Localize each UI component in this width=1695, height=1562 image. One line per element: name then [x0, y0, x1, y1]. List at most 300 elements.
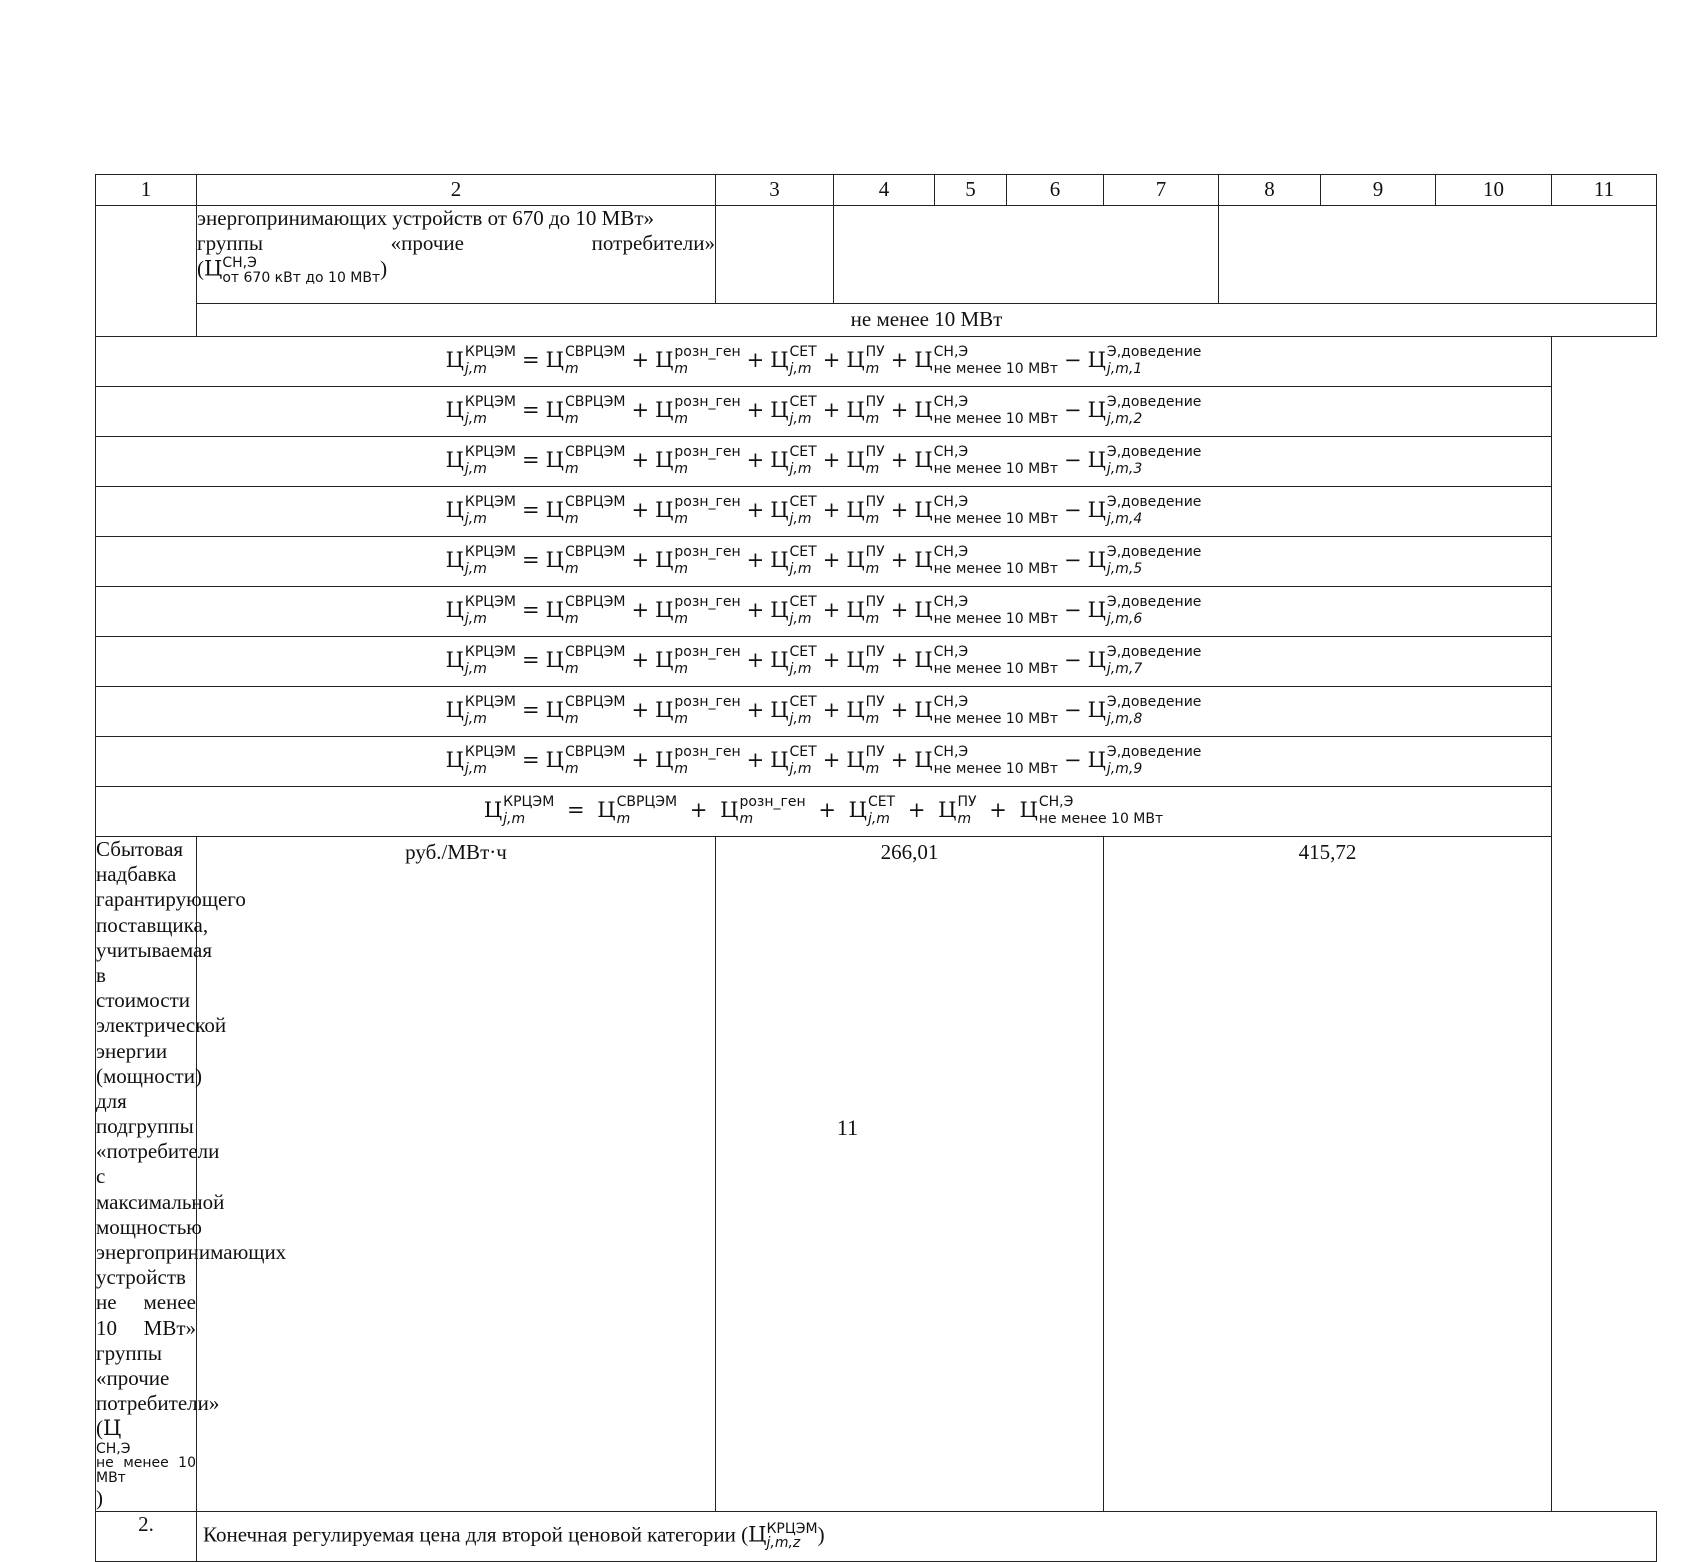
- symbol-indices: [789, 443, 817, 477]
- operator: +: [822, 748, 841, 772]
- symbol-indices: [464, 343, 516, 377]
- symbol-indices: [789, 543, 817, 577]
- operator: +: [746, 698, 765, 722]
- symbol-indices: [1106, 593, 1202, 627]
- sup-index: СН,Э: [933, 693, 969, 710]
- sub-index: m: [865, 610, 880, 627]
- symbol-indices: [865, 543, 885, 577]
- price-symbol-letter: Ц: [445, 398, 464, 422]
- sup-index: Э,доведение: [1106, 543, 1202, 560]
- operator: +: [890, 448, 909, 472]
- sup-index: ПУ: [865, 543, 885, 560]
- sup-index: Э,доведение: [1106, 743, 1202, 760]
- symbol-indices: [1106, 643, 1202, 677]
- price-symbol-letter: Ц: [914, 498, 933, 522]
- sub-index: j,m,3: [1106, 460, 1143, 477]
- sub-index: j,m,9: [1106, 760, 1143, 777]
- operator: −: [1063, 548, 1082, 572]
- sub-index: j,m,6: [1106, 610, 1143, 627]
- sub-index: m: [564, 410, 579, 427]
- formula-row: [96, 587, 1657, 637]
- price-symbol-letter: Ц: [770, 548, 789, 572]
- sub-index: j,m: [789, 760, 812, 777]
- unit-cell: руб./МВт·ч: [197, 837, 716, 1512]
- operator: +: [631, 398, 650, 422]
- operator: +: [689, 798, 708, 822]
- symbol-indices: [674, 643, 741, 677]
- sup-index: ПУ: [865, 743, 885, 760]
- symbol-indices: [789, 393, 817, 427]
- sup-index: СН,Э: [933, 743, 969, 760]
- sup-index: СВРЦЭМ: [564, 543, 626, 560]
- sup-index: СЕТ: [789, 743, 817, 760]
- price-symbol-letter: Ц: [545, 548, 564, 572]
- price-symbol-letter: Ц: [770, 648, 789, 672]
- sub-index: j,m,2: [1106, 410, 1143, 427]
- operator: +: [818, 798, 836, 822]
- symbol-indices: [564, 593, 626, 627]
- symbol-indices: [564, 643, 626, 677]
- sub-index: не менее 10 МВт: [96, 1455, 196, 1486]
- sup-index: розн_ген: [674, 593, 741, 610]
- price-symbol-letter: Ц: [545, 448, 564, 472]
- symbol-indices: [865, 343, 885, 377]
- price-symbol-letter: Ц: [846, 548, 865, 572]
- sup-index: Э,доведение: [1106, 443, 1202, 460]
- price-symbol-letter: Ц: [914, 748, 933, 772]
- symbol-indices: [789, 493, 817, 527]
- operator: +: [631, 448, 650, 472]
- sup-index: КРЦЭМ: [464, 693, 516, 710]
- price-symbol-letter: Ц: [1087, 398, 1106, 422]
- price-symbol-letter: Ц: [770, 748, 789, 772]
- sup-index: СВРЦЭМ: [564, 693, 626, 710]
- sup-index: КРЦЭМ: [464, 393, 516, 410]
- sub-index: от 670 кВт до 10 МВт: [222, 270, 381, 287]
- operator: +: [631, 498, 650, 522]
- symbol-indices: [933, 443, 1058, 477]
- symbol-indices: [933, 693, 1058, 727]
- operator: −: [1063, 648, 1082, 672]
- sup-index: КРЦЭМ: [464, 643, 516, 660]
- symbol-indices: [564, 543, 626, 577]
- sup-index: СЕТ: [789, 443, 817, 460]
- symbol-indices: [933, 643, 1058, 677]
- paren: ): [96, 1485, 103, 1510]
- sub-index: j,m: [464, 510, 487, 527]
- sub-index: j,m: [789, 710, 812, 727]
- symbol-indices: [789, 693, 817, 727]
- sub-index: j,m: [503, 810, 526, 827]
- symbol-indices: [865, 643, 885, 677]
- sup-index: ПУ: [865, 443, 885, 460]
- operator: −: [1063, 498, 1082, 522]
- sub-index: j,m,1: [1106, 360, 1143, 377]
- sup-index: СВРЦЭМ: [564, 743, 626, 760]
- price-symbol-letter: Ц: [914, 448, 933, 472]
- price-symbol-letter: Ц: [545, 498, 564, 522]
- symbol-indices: [674, 493, 741, 527]
- symbol-indices: [464, 693, 516, 727]
- value-cell: [1219, 206, 1657, 304]
- operator: +: [822, 548, 841, 572]
- price-symbol-letter: Ц: [846, 648, 865, 672]
- sup-index: СН,Э: [222, 255, 257, 272]
- formula-row: [96, 637, 1657, 687]
- price-symbol-letter: Ц: [445, 348, 464, 372]
- symbol-indices: [674, 393, 741, 427]
- symbol-indices: [1106, 443, 1202, 477]
- price-symbol-letter: Ц: [655, 448, 674, 472]
- formula-row: [96, 787, 1657, 837]
- formula-row: [96, 337, 1657, 387]
- price-symbol-letter: Ц: [770, 698, 789, 722]
- sub-index: не менее 10 МВт: [933, 560, 1058, 577]
- price-symbol-letter: Ц: [1019, 798, 1038, 822]
- operator: +: [890, 398, 909, 422]
- sup-index: ПУ: [957, 793, 977, 810]
- sub-index: не менее 10 МВт: [933, 360, 1058, 377]
- operator: +: [631, 648, 650, 672]
- sup-index: СЕТ: [789, 693, 817, 710]
- price-symbol-letter: Ц: [445, 598, 464, 622]
- price-symbol-letter: Ц: [914, 398, 933, 422]
- description-cell: [197, 1511, 1657, 1561]
- desc-text: энергопринимающих устройств от 670 до 10 МВт»: [197, 206, 655, 230]
- operator: −: [1063, 448, 1082, 472]
- sup-index: розн_ген: [674, 743, 741, 760]
- operator: +: [890, 498, 909, 522]
- price-symbol-letter: Ц: [846, 598, 865, 622]
- sup-index: СН,Э: [933, 343, 969, 360]
- sub-index: m: [564, 760, 579, 777]
- sub-index: j,m,5: [1106, 560, 1143, 577]
- symbol-indices: [564, 493, 626, 527]
- operator: +: [822, 698, 841, 722]
- operator: +: [746, 348, 765, 372]
- symbol-indices: [867, 793, 896, 827]
- formula-row: [96, 737, 1657, 787]
- operator: +: [822, 348, 841, 372]
- price-symbol-letter: Ц: [1087, 648, 1106, 672]
- unit-cell: [716, 206, 834, 304]
- operator: +: [890, 348, 909, 372]
- sub-index: j,m: [789, 460, 812, 477]
- operator: +: [890, 598, 909, 622]
- symbol-indices: [616, 793, 678, 827]
- sup-index: КРЦЭМ: [464, 493, 516, 510]
- symbol-indices: [1106, 693, 1202, 727]
- symbol-indices: [933, 593, 1058, 627]
- operator: −: [1063, 698, 1082, 722]
- sup-index: розн_ген: [674, 693, 741, 710]
- symbol-indices: [789, 593, 817, 627]
- symbol-indices: [674, 593, 741, 627]
- sub-index: j,m,8: [1106, 710, 1143, 727]
- column-number-row: [96, 175, 1657, 206]
- symbol-indices: [1106, 393, 1202, 427]
- price-symbol-letter: Ц: [545, 648, 564, 672]
- price-symbol-letter: Ц: [770, 598, 789, 622]
- price-symbol-letter: Ц: [655, 398, 674, 422]
- sub-index: m: [564, 710, 579, 727]
- symbol-indices: [1038, 793, 1164, 827]
- col-header: 11: [1552, 175, 1657, 206]
- price-symbol-letter: Ц: [1087, 598, 1106, 622]
- sub-index: не менее 10 МВт: [933, 660, 1058, 677]
- desc-line: [197, 231, 715, 256]
- sub-index: j,m,4: [1106, 510, 1143, 527]
- price-symbol-letter: Ц: [914, 698, 933, 722]
- sub-index: m: [564, 660, 579, 677]
- sub-index: m: [674, 660, 689, 677]
- symbol-indices: [503, 793, 555, 827]
- operator: +: [822, 648, 841, 672]
- price-symbol-letter: Ц: [846, 498, 865, 522]
- sub-index: j,m: [789, 410, 812, 427]
- sup-index: ПУ: [865, 693, 885, 710]
- formula: [96, 387, 1552, 437]
- sub-index: m: [739, 810, 754, 827]
- operator: =: [566, 798, 585, 822]
- sub-index: m: [674, 460, 689, 477]
- operator: +: [746, 648, 765, 672]
- sub-index: j,m: [789, 560, 812, 577]
- price-symbol-letter: Ц: [597, 798, 616, 822]
- price-symbol-letter: Ц: [103, 1416, 122, 1441]
- sup-index: Э,доведение: [1106, 393, 1202, 410]
- sup-index: СН,Э: [1038, 793, 1074, 810]
- symbol-indices: [674, 443, 741, 477]
- operator: =: [522, 698, 540, 722]
- symbol-indices: [564, 343, 626, 377]
- formula: [96, 487, 1552, 537]
- symbol-indices: [957, 793, 977, 827]
- sub-index: m: [564, 610, 579, 627]
- operator: +: [746, 548, 765, 572]
- operator: +: [631, 548, 650, 572]
- price-symbol-letter: Ц: [770, 398, 789, 422]
- price-symbol-letter: Ц: [655, 548, 674, 572]
- symbol-indices: [564, 393, 626, 427]
- symbol-indices: [865, 443, 885, 477]
- row-number-cell: [96, 206, 197, 337]
- price-symbol-letter: Ц: [914, 348, 933, 372]
- formula-row: [96, 487, 1657, 537]
- sub-index: j,m: [867, 810, 890, 827]
- sup-index: СН,Э: [933, 543, 969, 560]
- symbol-indices: [1106, 493, 1202, 527]
- formula: [96, 537, 1552, 587]
- operator: +: [746, 448, 765, 472]
- sup-index: розн_ген: [674, 493, 741, 510]
- price-symbol-letter: Ц: [770, 348, 789, 372]
- sup-index: розн_ген: [739, 793, 806, 810]
- sup-index: СВРЦЭМ: [564, 493, 626, 510]
- sub-index: m: [957, 810, 972, 827]
- price-symbol-letter: Ц: [445, 648, 464, 672]
- price-symbol-letter: Ц: [545, 398, 564, 422]
- sup-index: СВРЦЭМ: [564, 343, 626, 360]
- row-number-cell: 2.: [96, 1511, 197, 1561]
- col-header: 6: [1007, 175, 1104, 206]
- symbol-indices: [464, 443, 516, 477]
- sup-index: СН,Э: [96, 1440, 131, 1457]
- sub-index: j,m: [464, 360, 487, 377]
- operator: =: [522, 398, 540, 422]
- sub-index: j,m: [464, 660, 487, 677]
- operator: −: [1063, 348, 1082, 372]
- operator: +: [822, 398, 841, 422]
- symbol-indices: [464, 743, 516, 777]
- sub-index: m: [674, 510, 689, 527]
- sup-index: розн_ген: [674, 643, 741, 660]
- sup-index: КРЦЭМ: [464, 343, 516, 360]
- operator: +: [631, 348, 650, 372]
- price-symbol-letter: Ц: [545, 748, 564, 772]
- symbol-indices: [464, 493, 516, 527]
- symbol-indices: [1106, 343, 1202, 377]
- table-row: [96, 1511, 1657, 1561]
- sub-index: m: [674, 710, 689, 727]
- sub-index: m: [865, 460, 880, 477]
- formula: [96, 687, 1552, 737]
- price-symbol-letter: Ц: [914, 598, 933, 622]
- price-symbol-letter: Ц: [445, 498, 464, 522]
- sub-index: m: [674, 760, 689, 777]
- sub-index: m: [674, 410, 689, 427]
- sup-index: Э,доведение: [1106, 643, 1202, 660]
- section-title: не менее 10 МВт: [197, 304, 1657, 337]
- price-symbol-letter: Ц: [914, 548, 933, 572]
- price-symbol-letter: Ц: [483, 798, 503, 822]
- symbol-indices: [933, 743, 1058, 777]
- symbol-indices: [933, 393, 1058, 427]
- col-header: 7: [1104, 175, 1219, 206]
- sub-index: m: [865, 510, 880, 527]
- sup-index: КРЦЭМ: [503, 793, 555, 810]
- operator: −: [1063, 398, 1082, 422]
- operator: =: [522, 548, 540, 572]
- operator: +: [631, 698, 650, 722]
- sub-index: j,m,7: [1106, 660, 1143, 677]
- col-header: 2: [197, 175, 716, 206]
- operator: +: [890, 698, 909, 722]
- operator: +: [989, 798, 1007, 822]
- symbol-indices: [464, 593, 516, 627]
- sub-index: не менее 10 МВт: [933, 510, 1058, 527]
- sup-index: СН,Э: [933, 643, 969, 660]
- formula-row: [96, 387, 1657, 437]
- price-symbol-letter: Ц: [1087, 748, 1106, 772]
- price-symbol-letter: Ц: [445, 448, 464, 472]
- sub-index: j,m,z: [766, 1535, 801, 1552]
- price-symbol-letter: Ц: [1087, 548, 1106, 572]
- price-symbol-letter: Ц: [1087, 498, 1106, 522]
- price-symbol-letter: Ц: [655, 498, 674, 522]
- page-number: 11: [836, 1115, 859, 1140]
- symbol-indices: [865, 693, 885, 727]
- price-symbol-letter: Ц: [846, 748, 865, 772]
- description-cell: [96, 837, 287, 1512]
- price-symbol-letter: Ц: [655, 648, 674, 672]
- col-header: 5: [935, 175, 1007, 206]
- price-symbol-letter: Ц: [1087, 448, 1106, 472]
- symbol-indices: [464, 543, 516, 577]
- sup-index: КРЦЭМ: [464, 593, 516, 610]
- symbol-indices: [865, 593, 885, 627]
- symbol-indices: [674, 743, 741, 777]
- operator: +: [822, 498, 841, 522]
- price-symbol: [197, 256, 715, 285]
- sub-index: не менее 10 МВт: [933, 760, 1058, 777]
- symbol-indices: [674, 343, 741, 377]
- desc-text: группы «прочие потребители»: [197, 231, 715, 256]
- price-symbol-letter: Ц: [748, 1522, 767, 1547]
- sub-index: m: [865, 360, 880, 377]
- symbol-indices: [564, 743, 626, 777]
- sub-index: m: [564, 510, 579, 527]
- formula-row: [96, 687, 1657, 737]
- sub-index: m: [564, 560, 579, 577]
- sup-index: розн_ген: [674, 343, 741, 360]
- price-symbol-letter: Ц: [914, 648, 933, 672]
- tariff-table: [95, 174, 1657, 1562]
- table-row: [96, 837, 1657, 1512]
- price-symbol-letter: Ц: [846, 398, 865, 422]
- formula: [96, 737, 1552, 787]
- sup-index: КРЦЭМ: [464, 743, 516, 760]
- sup-index: СЕТ: [789, 343, 817, 360]
- sub-index: не менее 10 МВт: [933, 610, 1058, 627]
- formula-row: [96, 537, 1657, 587]
- operator: +: [890, 748, 909, 772]
- value-cell: [834, 206, 1219, 304]
- sup-index: СВРЦЭМ: [564, 643, 626, 660]
- price-symbol-letter: Ц: [445, 548, 464, 572]
- price-symbol-letter: Ц: [1087, 348, 1106, 372]
- symbol-indices: [933, 343, 1058, 377]
- price-symbol-letter: Ц: [720, 798, 739, 822]
- operator: =: [522, 348, 540, 372]
- sub-index: не менее 10 МВт: [1038, 810, 1164, 827]
- sup-index: ПУ: [865, 343, 885, 360]
- sub-index: j,m: [464, 460, 487, 477]
- symbol-indices: [789, 643, 817, 677]
- sup-index: КРЦЭМ: [464, 543, 516, 560]
- price-symbol-letter: Ц: [846, 348, 865, 372]
- description-cell: [197, 206, 716, 304]
- price-symbol-letter: Ц: [1087, 698, 1106, 722]
- operator: −: [1063, 748, 1082, 772]
- formula: [96, 787, 1552, 837]
- formula: [96, 337, 1552, 387]
- price-symbol-letter: Ц: [204, 256, 223, 281]
- formula-row: [96, 437, 1657, 487]
- operator: +: [822, 598, 841, 622]
- table-row: [96, 206, 1657, 304]
- col-header: 1: [96, 175, 197, 206]
- col-header: 10: [1436, 175, 1552, 206]
- symbol-indices: [564, 693, 626, 727]
- symbol-indices: [739, 793, 806, 827]
- operator: +: [631, 748, 650, 772]
- operator: =: [522, 498, 540, 522]
- price-symbol-letter: Ц: [938, 798, 957, 822]
- sup-index: Э,доведение: [1106, 693, 1202, 710]
- sup-index: КРЦЭМ: [766, 1520, 818, 1537]
- price-symbol-letter: Ц: [770, 448, 789, 472]
